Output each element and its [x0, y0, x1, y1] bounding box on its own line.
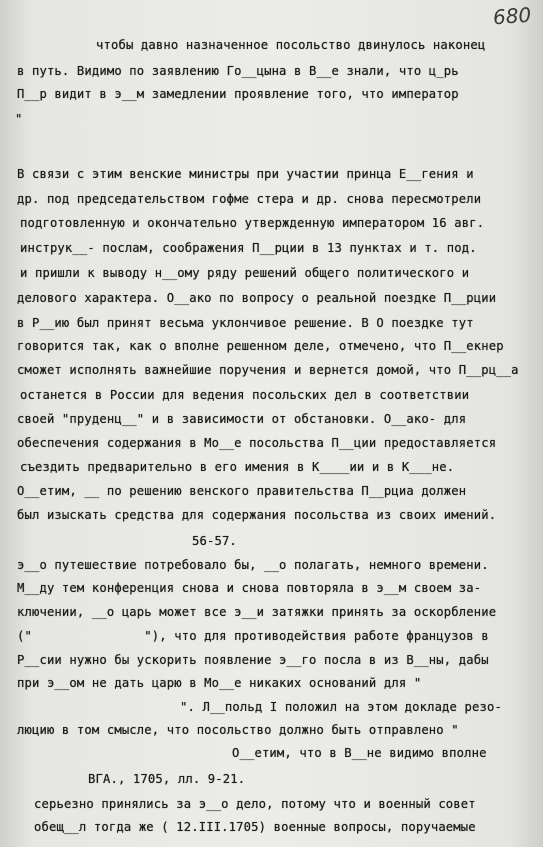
citation-line: ВГА., 1705, лл. 9-21. — [88, 772, 246, 786]
text-line: Р__сии нужно бы ускорить появление э__го посла в из В__ны, дабы — [17, 653, 489, 667]
text-line: чтобы давно назначенное посольство двинулось наконец — [96, 38, 486, 52]
text-line: и пришли к выводу н__ому ряду решений общего политического и — [20, 266, 470, 280]
text-line: обещ__л тогда же ( 12.III.1705) военные вопросы, поручаемые — [34, 820, 476, 834]
text-line: ". Л__польд I положил на этом докладе резо- — [180, 700, 502, 714]
text-line: О__етим, что в В__не видимо вполне — [232, 746, 487, 760]
text-line: серьезно принялись за э__о дело, потому что и военный совет — [34, 797, 476, 811]
text-line: останется в России для ведения посольских дел в соответствии — [20, 388, 470, 402]
text-line: др. под председательством гофме стера и др. снова пересмотрели — [17, 192, 482, 206]
text-line: (" "), что для противодействия работе французов в — [17, 629, 489, 643]
text-line: М__ду тем конференция снова и снова повторяла в э__м своем за- — [17, 581, 482, 595]
text-line: был изыскать средства для содержания посольства из своих имений. — [17, 508, 497, 522]
text-line: подготовленную и окончательно утвержденную императором 16 авг. — [20, 216, 485, 230]
text-line: съездить предварительно в его имения в К____ии и в К___не. — [20, 460, 455, 474]
text-line: В связи с этим венские министры при участии принца Е__гения и — [17, 167, 474, 181]
text-line: своей "пруденц__" и в зависимости от обстановки. О__ако- для — [17, 412, 467, 426]
text-line: люцию в том смысле, что посольство должно быть отправлено " — [17, 723, 459, 737]
text-line: обеспечения содержания в Мо__е посольства П__ции предоставляется — [17, 436, 497, 450]
text-line: " — [15, 112, 23, 126]
page-number: 680 — [492, 2, 532, 30]
text-line: П__р видит в э__м замедлении проявление того, что император — [17, 87, 459, 101]
text-line: в путь. Видимо по заявлению Го__цына в В__е знали, что ц_рь — [17, 64, 459, 78]
text-line: сможет исполнять важнейшие поручения и вернется домой, что П__рц__а — [17, 363, 519, 377]
text-line: э__о путешествие потребовало бы, __о полагать, немного времени. — [17, 558, 489, 572]
text-line: инструк__- послам, соображения П__рции в 13 пунктах и т. под. — [20, 241, 477, 255]
text-line: ключении, __о царь может все э__и затяжки принять за оскорбление — [17, 605, 497, 619]
text-line: говорится так, как о вполне решенном деле, отмечено, что П__екнер — [17, 339, 504, 353]
citation-line: 56-57. — [192, 534, 237, 548]
text-line: делового характера. О__ако по вопросу о реальной поездке П__рции — [17, 291, 497, 305]
text-line: О__етим, __ по решению венского правительства П__рциа должен — [17, 484, 467, 498]
text-line: при э__ом не дать царю в Мо__е никаких оснований для " — [17, 676, 422, 690]
text-line: в Р__ию был принят весьма уклончивое решение. В О поездке тут — [17, 316, 474, 330]
